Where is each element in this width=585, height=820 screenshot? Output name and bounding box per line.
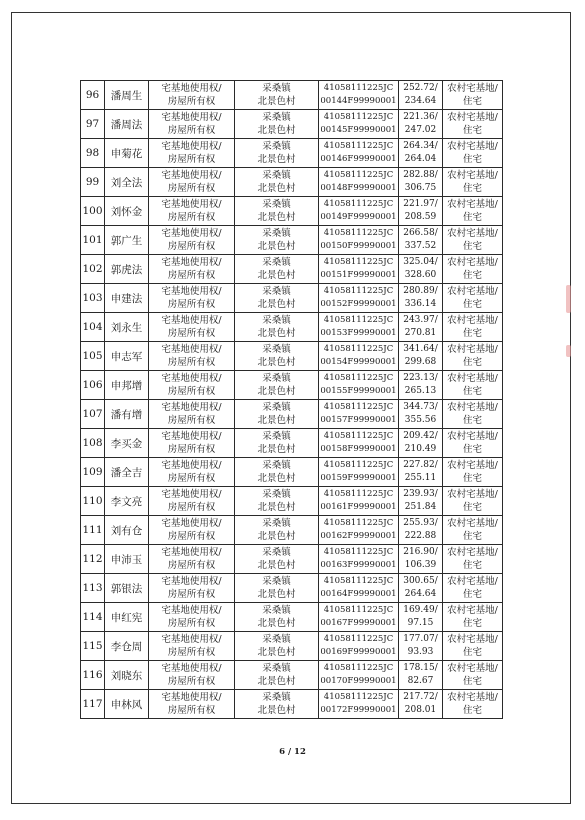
cell-right-type: 宅基地使用权/ 房屋所有权: [149, 545, 235, 574]
cell-row-index: 103: [81, 284, 105, 313]
seal-stamp-edge: [566, 285, 571, 313]
page-number: 6 / 12: [279, 747, 306, 757]
cell-owner-name: 郭银法: [105, 574, 149, 603]
cell-row-index: 106: [81, 371, 105, 400]
cell-location: 采桑镇 北景色村: [235, 284, 319, 313]
cell-land-use: 农村宅基地/ 住宅: [443, 284, 503, 313]
cell-owner-name: 李仓周: [105, 632, 149, 661]
cell-area: 216.90/ 106.39: [399, 545, 443, 574]
cell-land-use: 农村宅基地/ 住宅: [443, 458, 503, 487]
cell-area: 209.42/ 210.49: [399, 429, 443, 458]
cell-right-type: 宅基地使用权/ 房屋所有权: [149, 168, 235, 197]
table-row: [81, 632, 503, 661]
table-row: [81, 603, 503, 632]
cell-land-use: 农村宅基地/ 住宅: [443, 371, 503, 400]
cell-land-use: 农村宅基地/ 住宅: [443, 603, 503, 632]
cell-row-index: 98: [81, 139, 105, 168]
cell-land-use: 农村宅基地/ 住宅: [443, 574, 503, 603]
cell-owner-name: 郭广生: [105, 226, 149, 255]
cell-location: 采桑镇 北景色村: [235, 632, 319, 661]
cell-location: 采桑镇 北景色村: [235, 574, 319, 603]
cell-unit-code: 41058111225JC 00153F99990001: [319, 313, 399, 342]
cell-area: 217.72/ 208.01: [399, 690, 443, 719]
table-row: [81, 458, 503, 487]
table-row: [81, 342, 503, 371]
records-table: [80, 80, 503, 719]
cell-unit-code: 41058111225JC 00151F99990001: [319, 255, 399, 284]
table-row: [81, 139, 503, 168]
cell-land-use: 农村宅基地/ 住宅: [443, 661, 503, 690]
cell-row-index: 117: [81, 690, 105, 719]
cell-location: 采桑镇 北景色村: [235, 255, 319, 284]
cell-owner-name: 刘全法: [105, 168, 149, 197]
cell-owner-name: 申志军: [105, 342, 149, 371]
cell-area: 177.07/ 93.93: [399, 632, 443, 661]
cell-owner-name: 潘周法: [105, 110, 149, 139]
cell-area: 280.89/ 336.14: [399, 284, 443, 313]
cell-right-type: 宅基地使用权/ 房屋所有权: [149, 110, 235, 139]
cell-owner-name: 申建法: [105, 284, 149, 313]
cell-location: 采桑镇 北景色村: [235, 226, 319, 255]
table-row: [81, 226, 503, 255]
cell-row-index: 108: [81, 429, 105, 458]
cell-area: 266.58/ 337.52: [399, 226, 443, 255]
cell-owner-name: 李文亮: [105, 487, 149, 516]
cell-location: 采桑镇 北景色村: [235, 400, 319, 429]
cell-right-type: 宅基地使用权/ 房屋所有权: [149, 400, 235, 429]
cell-right-type: 宅基地使用权/ 房屋所有权: [149, 574, 235, 603]
cell-owner-name: 申沛玉: [105, 545, 149, 574]
table-row: [81, 429, 503, 458]
cell-right-type: 宅基地使用权/ 房屋所有权: [149, 458, 235, 487]
table-row: [81, 574, 503, 603]
cell-land-use: 农村宅基地/ 住宅: [443, 516, 503, 545]
cell-land-use: 农村宅基地/ 住宅: [443, 429, 503, 458]
cell-land-use: 农村宅基地/ 住宅: [443, 255, 503, 284]
cell-owner-name: 潘周生: [105, 81, 149, 110]
cell-unit-code: 41058111225JC 00162F99990001: [319, 516, 399, 545]
cell-owner-name: 刘有仓: [105, 516, 149, 545]
cell-row-index: 100: [81, 197, 105, 226]
table-row: [81, 545, 503, 574]
cell-row-index: 111: [81, 516, 105, 545]
cell-unit-code: 41058111225JC 00144F99990001: [319, 81, 399, 110]
cell-location: 采桑镇 北景色村: [235, 516, 319, 545]
table-row: [81, 168, 503, 197]
cell-owner-name: 申邦增: [105, 371, 149, 400]
cell-unit-code: 41058111225JC 00163F99990001: [319, 545, 399, 574]
table-row: [81, 487, 503, 516]
cell-area: 221.36/ 247.02: [399, 110, 443, 139]
cell-right-type: 宅基地使用权/ 房屋所有权: [149, 661, 235, 690]
cell-land-use: 农村宅基地/ 住宅: [443, 168, 503, 197]
cell-area: 223.13/ 265.13: [399, 371, 443, 400]
cell-row-index: 107: [81, 400, 105, 429]
cell-land-use: 农村宅基地/ 住宅: [443, 342, 503, 371]
cell-location: 采桑镇 北景色村: [235, 458, 319, 487]
cell-land-use: 农村宅基地/ 住宅: [443, 545, 503, 574]
cell-land-use: 农村宅基地/ 住宅: [443, 197, 503, 226]
cell-owner-name: 郭虎法: [105, 255, 149, 284]
cell-land-use: 农村宅基地/ 住宅: [443, 139, 503, 168]
table-row: [81, 516, 503, 545]
cell-area: 227.82/ 255.11: [399, 458, 443, 487]
cell-right-type: 宅基地使用权/ 房屋所有权: [149, 342, 235, 371]
cell-right-type: 宅基地使用权/ 房屋所有权: [149, 139, 235, 168]
cell-land-use: 农村宅基地/ 住宅: [443, 226, 503, 255]
cell-row-index: 104: [81, 313, 105, 342]
cell-owner-name: 刘晓东: [105, 661, 149, 690]
cell-row-index: 99: [81, 168, 105, 197]
cell-row-index: 96: [81, 81, 105, 110]
cell-area: 252.72/ 234.64: [399, 81, 443, 110]
cell-row-index: 112: [81, 545, 105, 574]
table-row: [81, 110, 503, 139]
cell-area: 255.93/ 222.88: [399, 516, 443, 545]
table-row: [81, 197, 503, 226]
cell-area: 264.34/ 264.04: [399, 139, 443, 168]
cell-right-type: 宅基地使用权/ 房屋所有权: [149, 690, 235, 719]
cell-unit-code: 41058111225JC 00164F99990001: [319, 574, 399, 603]
cell-land-use: 农村宅基地/ 住宅: [443, 110, 503, 139]
cell-land-use: 农村宅基地/ 住宅: [443, 690, 503, 719]
cell-right-type: 宅基地使用权/ 房屋所有权: [149, 197, 235, 226]
cell-area: 325.04/ 328.60: [399, 255, 443, 284]
cell-right-type: 宅基地使用权/ 房屋所有权: [149, 255, 235, 284]
cell-row-index: 109: [81, 458, 105, 487]
cell-row-index: 110: [81, 487, 105, 516]
cell-owner-name: 潘有增: [105, 400, 149, 429]
cell-land-use: 农村宅基地/ 住宅: [443, 487, 503, 516]
cell-location: 采桑镇 北景色村: [235, 429, 319, 458]
cell-owner-name: 申红宪: [105, 603, 149, 632]
cell-location: 采桑镇 北景色村: [235, 313, 319, 342]
cell-location: 采桑镇 北景色村: [235, 545, 319, 574]
cell-unit-code: 41058111225JC 00148F99990001: [319, 168, 399, 197]
cell-right-type: 宅基地使用权/ 房屋所有权: [149, 603, 235, 632]
cell-row-index: 97: [81, 110, 105, 139]
cell-right-type: 宅基地使用权/ 房屋所有权: [149, 632, 235, 661]
cell-right-type: 宅基地使用权/ 房屋所有权: [149, 226, 235, 255]
cell-location: 采桑镇 北景色村: [235, 139, 319, 168]
cell-location: 采桑镇 北景色村: [235, 487, 319, 516]
cell-row-index: 102: [81, 255, 105, 284]
cell-location: 采桑镇 北景色村: [235, 371, 319, 400]
cell-owner-name: 潘全吉: [105, 458, 149, 487]
cell-unit-code: 41058111225JC 00167F99990001: [319, 603, 399, 632]
cell-unit-code: 41058111225JC 00170F99990001: [319, 661, 399, 690]
table-row: [81, 313, 503, 342]
cell-area: 239.93/ 251.84: [399, 487, 443, 516]
cell-location: 采桑镇 北景色村: [235, 661, 319, 690]
cell-location: 采桑镇 北景色村: [235, 81, 319, 110]
cell-right-type: 宅基地使用权/ 房屋所有权: [149, 487, 235, 516]
cell-unit-code: 41058111225JC 00154F99990001: [319, 342, 399, 371]
cell-owner-name: 申菊花: [105, 139, 149, 168]
cell-right-type: 宅基地使用权/ 房屋所有权: [149, 516, 235, 545]
cell-row-index: 113: [81, 574, 105, 603]
table-row: [81, 661, 503, 690]
cell-area: 344.73/ 355.56: [399, 400, 443, 429]
cell-unit-code: 41058111225JC 00158F99990001: [319, 429, 399, 458]
table-row: [81, 371, 503, 400]
table-row: [81, 690, 503, 719]
cell-land-use: 农村宅基地/ 住宅: [443, 313, 503, 342]
cell-unit-code: 41058111225JC 00161F99990001: [319, 487, 399, 516]
cell-unit-code: 41058111225JC 00157F99990001: [319, 400, 399, 429]
cell-right-type: 宅基地使用权/ 房屋所有权: [149, 313, 235, 342]
cell-land-use: 农村宅基地/ 住宅: [443, 81, 503, 110]
table-row: [81, 255, 503, 284]
cell-row-index: 114: [81, 603, 105, 632]
cell-owner-name: 李买金: [105, 429, 149, 458]
cell-right-type: 宅基地使用权/ 房屋所有权: [149, 81, 235, 110]
cell-location: 采桑镇 北景色村: [235, 197, 319, 226]
seal-stamp-edge: [566, 345, 571, 357]
cell-location: 采桑镇 北景色村: [235, 342, 319, 371]
cell-unit-code: 41058111225JC 00159F99990001: [319, 458, 399, 487]
cell-right-type: 宅基地使用权/ 房屋所有权: [149, 371, 235, 400]
cell-unit-code: 41058111225JC 00146F99990001: [319, 139, 399, 168]
cell-unit-code: 41058111225JC 00152F99990001: [319, 284, 399, 313]
cell-unit-code: 41058111225JC 00169F99990001: [319, 632, 399, 661]
cell-right-type: 宅基地使用权/ 房屋所有权: [149, 429, 235, 458]
cell-row-index: 116: [81, 661, 105, 690]
cell-area: 300.65/ 264.64: [399, 574, 443, 603]
table-row: [81, 81, 503, 110]
records-table-body: [81, 81, 503, 719]
cell-location: 采桑镇 北景色村: [235, 110, 319, 139]
cell-land-use: 农村宅基地/ 住宅: [443, 400, 503, 429]
cell-unit-code: 41058111225JC 00155F99990001: [319, 371, 399, 400]
cell-row-index: 115: [81, 632, 105, 661]
table-row: [81, 284, 503, 313]
cell-area: 341.64/ 299.68: [399, 342, 443, 371]
cell-area: 178.15/ 82.67: [399, 661, 443, 690]
cell-unit-code: 41058111225JC 00172F99990001: [319, 690, 399, 719]
cell-area: 282.88/ 306.75: [399, 168, 443, 197]
cell-area: 243.97/ 270.81: [399, 313, 443, 342]
table-row: [81, 400, 503, 429]
cell-owner-name: 申林风: [105, 690, 149, 719]
cell-owner-name: 刘怀金: [105, 197, 149, 226]
cell-area: 221.97/ 208.59: [399, 197, 443, 226]
cell-land-use: 农村宅基地/ 住宅: [443, 632, 503, 661]
cell-unit-code: 41058111225JC 00149F99990001: [319, 197, 399, 226]
cell-right-type: 宅基地使用权/ 房屋所有权: [149, 284, 235, 313]
cell-row-index: 105: [81, 342, 105, 371]
cell-owner-name: 刘永生: [105, 313, 149, 342]
cell-area: 169.49/ 97.15: [399, 603, 443, 632]
cell-location: 采桑镇 北景色村: [235, 603, 319, 632]
cell-unit-code: 41058111225JC 00150F99990001: [319, 226, 399, 255]
cell-unit-code: 41058111225JC 00145F99990001: [319, 110, 399, 139]
cell-row-index: 101: [81, 226, 105, 255]
cell-location: 采桑镇 北景色村: [235, 168, 319, 197]
cell-location: 采桑镇 北景色村: [235, 690, 319, 719]
